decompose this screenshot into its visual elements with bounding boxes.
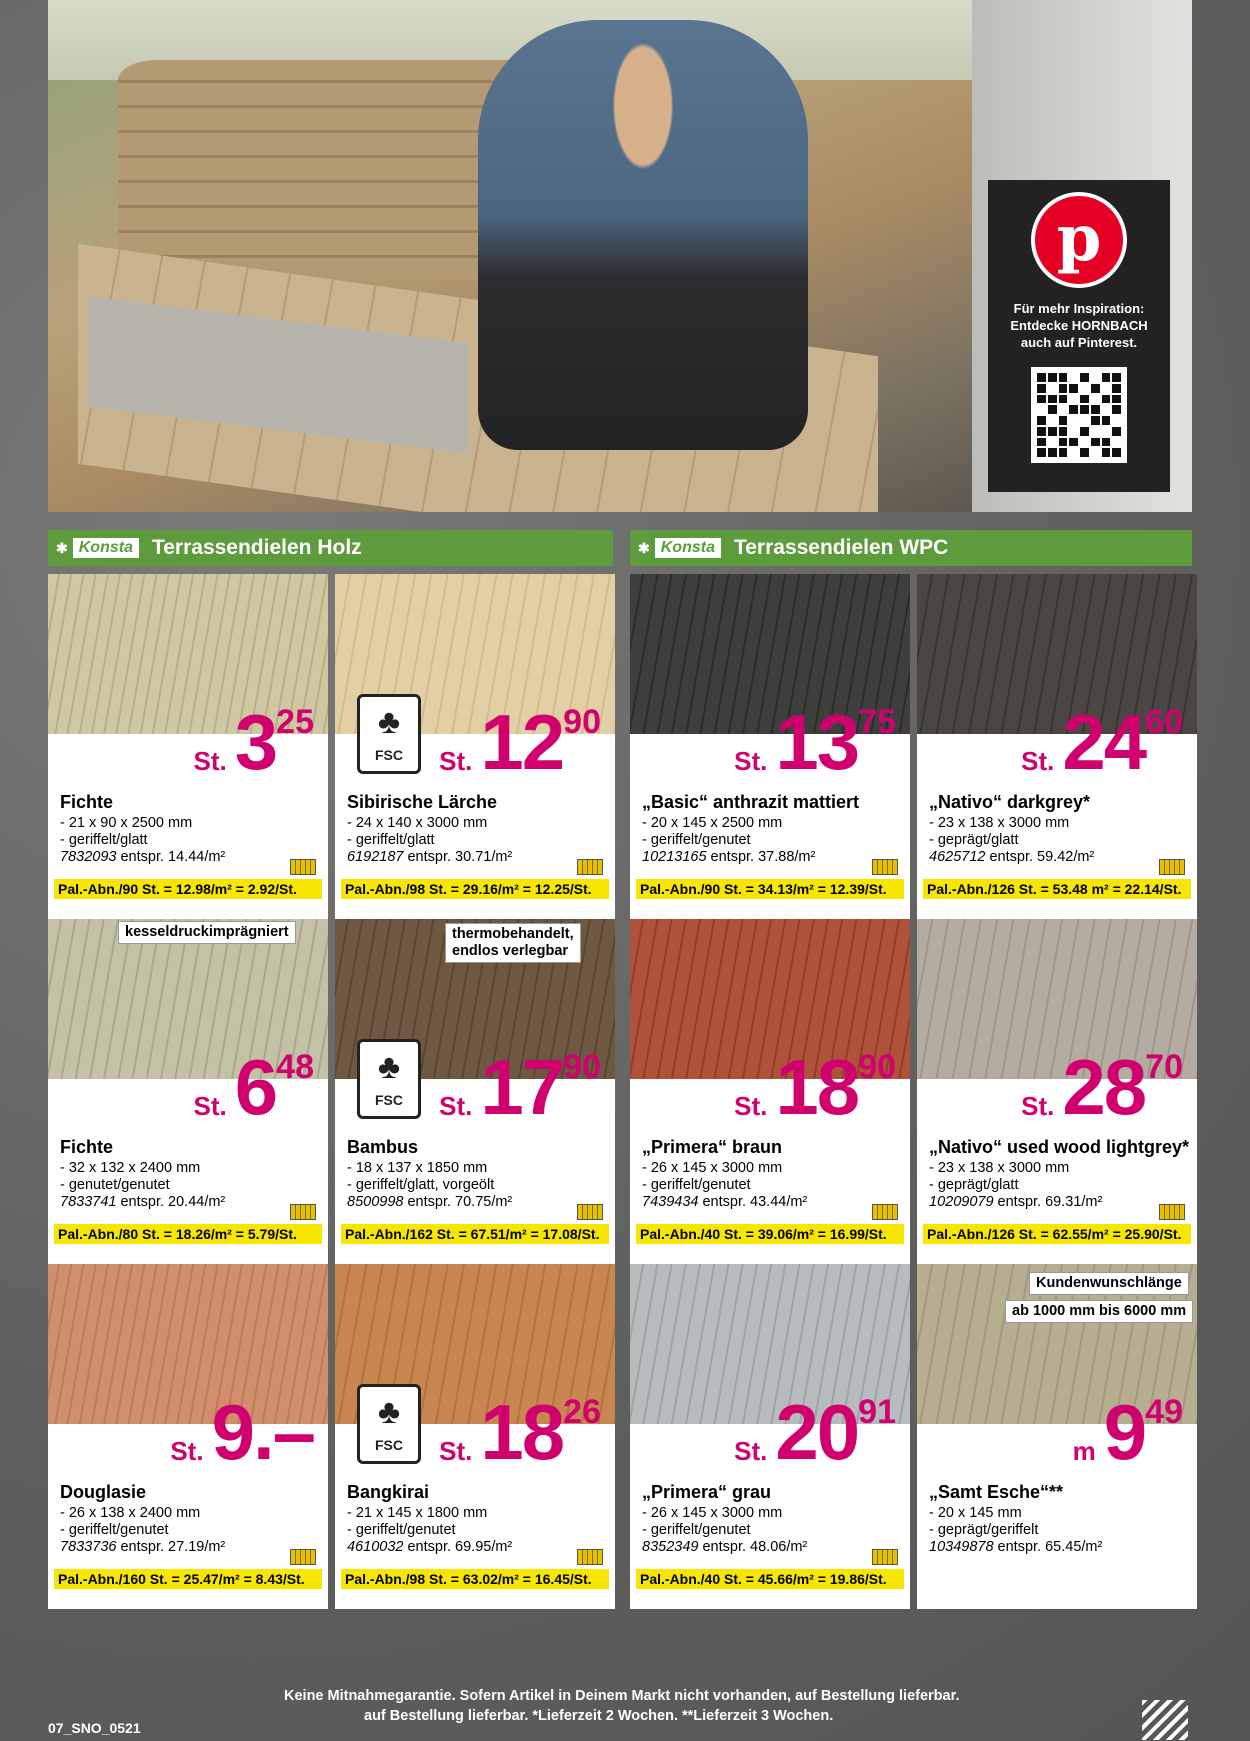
pallet-icon <box>290 859 316 875</box>
product-card[interactable] <box>630 574 910 919</box>
product-details: - 26 x 138 x 2400 mm - geriffelt/genutet 7833736 entspr. 27.19/m² <box>60 1505 226 1555</box>
hornbach-logo-icon <box>1142 1700 1188 1740</box>
price-per-m2: entspr. 70.75/m² <box>407 1194 513 1210</box>
footer-note: Keine Mitnahmegarantie. Sofern Artikel in Deinem Markt nicht vorhanden, auf Bestellung lieferbar. <box>284 1688 960 1704</box>
konsta-logo: Konsta <box>72 537 140 559</box>
article-number: 7439434 <box>642 1194 699 1210</box>
price-per-m2: entspr. 69.31/m² <box>997 1194 1103 1210</box>
price-unit: St. <box>734 1091 768 1121</box>
footer-delivery-note: auf Bestellung lieferbar. *Lieferzeit 2 Wochen. **Lieferzeit 3 Wochen. <box>364 1708 834 1724</box>
product-name: „Primera“ grau <box>642 1482 772 1502</box>
product-card[interactable] <box>917 574 1197 919</box>
price-euros: 20 <box>775 1388 859 1476</box>
price-per-m2: entspr. 65.45/m² <box>997 1539 1103 1555</box>
article-number: 10349878 <box>929 1539 994 1555</box>
price <box>170 1388 314 1476</box>
pallet-icon <box>1159 859 1185 875</box>
tag-kesseldruck: kesseldruckimprägniert <box>118 921 296 944</box>
article-number: 8500998 <box>347 1194 404 1210</box>
price-unit: St. <box>734 1436 768 1466</box>
price-euros: 6 <box>234 1043 277 1131</box>
pallet-icon <box>290 1204 316 1220</box>
price-euros: 9 <box>1103 1388 1146 1476</box>
price-cents: 26 <box>563 1393 601 1431</box>
product-details: - 20 x 145 x 2500 mm - geriffelt/genutet 10213165 entspr. 37.88/m² <box>642 815 816 865</box>
price-per-m2: entspr. 69.95/m² <box>407 1539 513 1555</box>
pinterest-box[interactable] <box>988 180 1170 492</box>
article-number: 7833736 <box>60 1539 117 1555</box>
product-card[interactable] <box>917 1264 1197 1609</box>
pallet-price: Pal.-Abn./162 St. = 67.51/m² = 17.08/St. <box>341 1224 609 1244</box>
price-cents: 49 <box>1145 1393 1183 1431</box>
pallet-icon <box>577 1204 603 1220</box>
product-card[interactable] <box>630 919 910 1264</box>
product-name: „Samt Esche“** <box>929 1482 1064 1502</box>
product-card[interactable] <box>335 1264 615 1609</box>
tag-thermo: thermobehandelt, endlos verlegbar <box>445 923 581 963</box>
product-card[interactable] <box>917 919 1197 1264</box>
price <box>734 1388 896 1476</box>
product-details: - 20 x 145 mm - geprägt/geriffelt 10349878 entspr. 65.45/m² <box>929 1505 1103 1555</box>
price-euros: 13 <box>775 698 859 786</box>
pallet-price: Pal.-Abn./98 St. = 63.02/m² = 16.45/St. <box>341 1569 609 1589</box>
section-header-wpc <box>630 530 1192 566</box>
price-euros: 28 <box>1062 1043 1146 1131</box>
price-per-m2: entspr. 27.19/m² <box>120 1539 226 1555</box>
article-number: 7832093 <box>60 849 117 865</box>
price-per-m2: entspr. 20.44/m² <box>120 1194 226 1210</box>
price-euros: 12 <box>480 698 564 786</box>
pallet-price: Pal.-Abn./90 St. = 12.98/m² = 2.92/St. <box>54 879 322 899</box>
price-cents: 70 <box>1145 1048 1183 1086</box>
product-name: Bangkirai <box>347 1482 430 1502</box>
price-cents: 48 <box>276 1048 314 1086</box>
tag-kundenwunsch: Kundenwunschlänge <box>1029 1272 1189 1295</box>
pallet-icon <box>872 1549 898 1565</box>
price-unit: St. <box>734 746 768 776</box>
product-card[interactable] <box>335 574 615 919</box>
price-euros: 9.– <box>211 1388 314 1476</box>
person-with-drill <box>478 20 808 450</box>
tag-range: ab 1000 mm bis 6000 mm <box>1005 1300 1193 1323</box>
price-cents: 25 <box>276 703 314 741</box>
price-unit: St. <box>439 1436 473 1466</box>
price-per-m2: entspr. 43.44/m² <box>702 1194 808 1210</box>
product-card[interactable] <box>48 919 328 1264</box>
article-number: 4610032 <box>347 1539 404 1555</box>
price-per-m2: entspr. 59.42/m² <box>989 849 1095 865</box>
konsta-star-icon: ✱ <box>638 539 650 556</box>
product-details: - 21 x 90 x 2500 mm - geriffelt/glatt 7832093 entspr. 14.44/m² <box>60 815 226 865</box>
section-title: Terrassendielen WPC <box>733 536 949 559</box>
tree-icon: ♣ <box>377 1048 401 1086</box>
product-name: Fichte <box>60 1137 114 1157</box>
product-name: „Nativo“ darkgrey* <box>929 792 1091 812</box>
price-unit: St. <box>193 746 227 776</box>
pinterest-icon: p <box>1031 192 1127 288</box>
price-unit: St. <box>439 746 473 776</box>
pallet-icon <box>577 859 603 875</box>
tree-icon: ♣ <box>377 703 401 741</box>
price-unit: St. <box>1021 746 1055 776</box>
product-details: - 18 x 137 x 1850 mm - geriffelt/glatt, vorgeölt 8500998 entspr. 70.75/m² <box>347 1160 513 1210</box>
article-number: 7833741 <box>60 1194 117 1210</box>
section-title: Terrassendielen Holz <box>151 536 362 559</box>
pinterest-text: Für mehr Inspiration: Entdecke HORNBACH auch auf Pinterest. <box>1010 301 1148 350</box>
price <box>1072 1388 1183 1476</box>
pallet-price: Pal.-Abn./80 St. = 18.26/m² = 5.79/St. <box>54 1224 322 1244</box>
price-unit: St. <box>439 1091 473 1121</box>
price-unit: m <box>1072 1436 1096 1466</box>
price-cents: 90 <box>858 1048 896 1086</box>
pallet-price: Pal.-Abn./126 St. = 53.48 m² = 22.14/St. <box>923 879 1191 899</box>
pallet-price: Pal.-Abn./90 St. = 34.13/m² = 12.39/St. <box>636 879 904 899</box>
product-card[interactable] <box>630 1264 910 1609</box>
product-name: Douglasie <box>60 1482 147 1502</box>
price <box>734 698 896 786</box>
price-per-m2: entspr. 48.06/m² <box>702 1539 808 1555</box>
pallet-icon <box>290 1549 316 1565</box>
product-details: - 23 x 138 x 3000 mm - geprägt/glatt 10209079 entspr. 69.31/m² <box>929 1160 1103 1210</box>
product-card[interactable] <box>48 574 328 919</box>
page-code: 07_SNO_0521 <box>48 1720 141 1736</box>
product-name: Fichte <box>60 792 114 812</box>
price-cents: 90 <box>563 1048 601 1086</box>
product-name: Bambus <box>347 1137 419 1157</box>
price <box>439 1388 601 1476</box>
product-details: - 21 x 145 x 1800 mm - geriffelt/genutet 4610032 entspr. 69.95/m² <box>347 1505 513 1555</box>
tree-icon: ♣ <box>377 1393 401 1431</box>
price-euros: 24 <box>1062 698 1146 786</box>
price-euros: 18 <box>775 1043 859 1131</box>
price-unit: St. <box>1021 1091 1055 1121</box>
price-cents: 75 <box>858 703 896 741</box>
product-details: - 26 x 145 x 3000 mm - geriffelt/genutet 8352349 entspr. 48.06/m² <box>642 1505 808 1555</box>
qr-code-icon[interactable] <box>1031 367 1127 463</box>
product-card[interactable] <box>335 919 615 1264</box>
article-number: 4625712 <box>929 849 986 865</box>
article-number: 10213165 <box>642 849 707 865</box>
price-cents: 90 <box>563 703 601 741</box>
price-per-m2: entspr. 30.71/m² <box>407 849 513 865</box>
price <box>1021 1043 1183 1131</box>
price-cents: 60 <box>1145 703 1183 741</box>
fsc-badge: ♣ FSC <box>357 694 421 774</box>
price <box>734 1043 896 1131</box>
pallet-icon <box>577 1549 603 1565</box>
price-cents: 91 <box>858 1393 896 1431</box>
product-name: „Primera“ braun <box>642 1137 783 1157</box>
product-name: „Nativo“ used wood lightgrey* <box>929 1137 1190 1157</box>
pallet-icon <box>872 1204 898 1220</box>
product-details: - 23 x 138 x 3000 mm - geprägt/glatt 4625712 entspr. 59.42/m² <box>929 815 1095 865</box>
konsta-logo: Konsta <box>654 537 722 559</box>
price-euros: 17 <box>480 1043 564 1131</box>
pallet-price: Pal.-Abn./40 St. = 45.66/m² = 19.86/St. <box>636 1569 904 1589</box>
price-unit: St. <box>170 1436 204 1466</box>
price-euros: 18 <box>480 1388 564 1476</box>
price <box>439 1043 601 1131</box>
konsta-star-icon: ✱ <box>56 539 68 556</box>
pallet-price: Pal.-Abn./40 St. = 39.06/m² = 16.99/St. <box>636 1224 904 1244</box>
section-header-holz <box>48 530 613 566</box>
pallet-price: Pal.-Abn./98 St. = 29.16/m² = 12.25/St. <box>341 879 609 899</box>
article-number: 10209079 <box>929 1194 994 1210</box>
fsc-badge: ♣ FSC <box>357 1384 421 1464</box>
pallet-icon <box>1159 1204 1185 1220</box>
product-card[interactable] <box>48 1264 328 1609</box>
article-number: 8352349 <box>642 1539 699 1555</box>
pallet-price: Pal.-Abn./160 St. = 25.47/m² = 8.43/St. <box>54 1569 322 1589</box>
price <box>439 698 601 786</box>
product-details: - 24 x 140 x 3000 mm - geriffelt/glatt 6192187 entspr. 30.71/m² <box>347 815 513 865</box>
product-name: „Basic“ anthrazit mattiert <box>642 792 860 812</box>
price <box>193 1043 314 1131</box>
price-per-m2: entspr. 14.44/m² <box>120 849 226 865</box>
product-details: - 26 x 145 x 3000 mm - geriffelt/genutet 7439434 entspr. 43.44/m² <box>642 1160 808 1210</box>
price-unit: St. <box>193 1091 227 1121</box>
product-name: Sibirische Lärche <box>347 792 498 812</box>
fsc-badge: ♣ FSC <box>357 1039 421 1119</box>
product-details: - 32 x 132 x 2400 mm - genutet/genutet 7833741 entspr. 20.44/m² <box>60 1160 226 1210</box>
price-per-m2: entspr. 37.88/m² <box>710 849 816 865</box>
article-number: 6192187 <box>347 849 404 865</box>
pallet-price: Pal.-Abn./126 St. = 62.55/m² = 25.90/St. <box>923 1224 1191 1244</box>
price <box>193 698 314 786</box>
price-euros: 3 <box>234 698 277 786</box>
price <box>1021 698 1183 786</box>
pallet-icon <box>872 859 898 875</box>
